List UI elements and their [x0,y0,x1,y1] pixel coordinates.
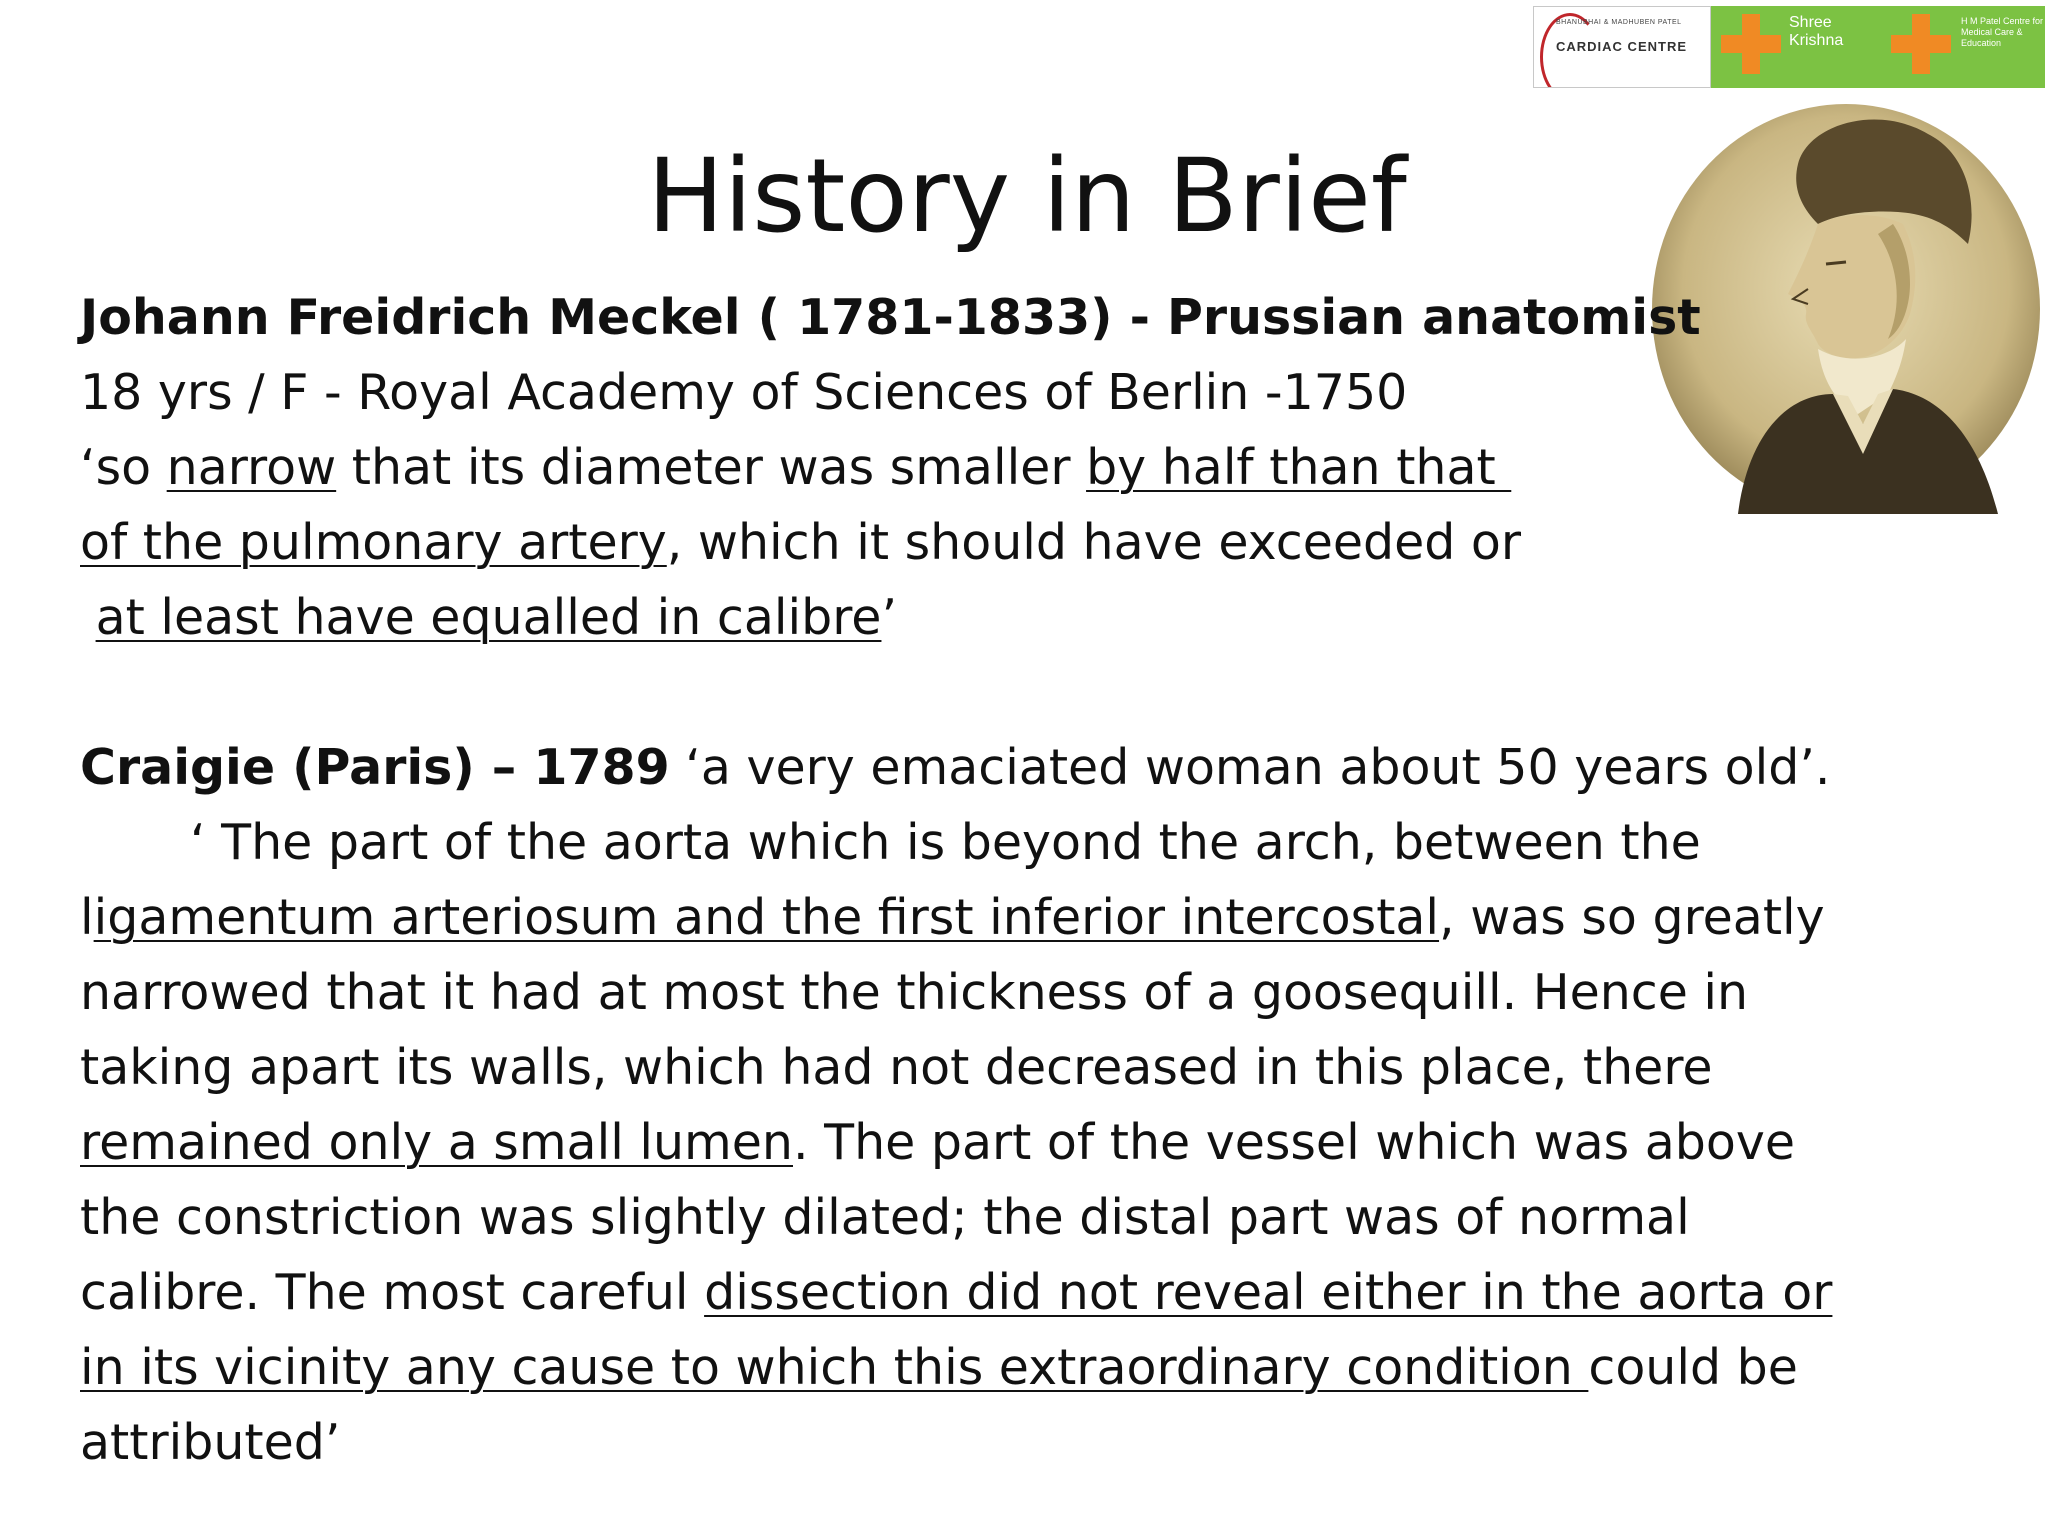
craigie-line-7: the constriction was slightly dilated; the distal part was of normal [80,1189,1690,1246]
underlined-text: remained only a small lumen [80,1114,793,1171]
craigie-line-2: ‘ The part of the aorta which is beyond the arch, between the [190,814,1701,871]
underlined-text: narrow [166,439,337,496]
craigie-line-10: attributed’ [80,1414,341,1471]
logo-strip [1533,6,2045,88]
underlined-text: dissection did not reveal either in the aorta or [704,1264,1833,1321]
quote-text: that its diameter was smaller [336,439,1087,496]
shree-krishna-logo [1711,6,1881,88]
cardiac-centre-logo [1533,6,1711,88]
quote-text: calibre. The most careful [80,1264,705,1321]
meckel-quote-line-3 [80,588,897,648]
slide-title: History in Brief [647,137,1407,256]
meckel-quote-line-2 [80,513,1521,573]
quote-text: ‘so [80,439,167,496]
cardiac-logo-subtext: BHANUBHAI & MADHUBEN PATEL [1556,19,1682,26]
hm-patel-logo [1881,6,2045,88]
craigie-heading-line [80,738,1830,798]
craigie-line-4: narrowed that it had at most the thickness of a goosequill. Hence in [80,964,1749,1021]
medical-cross-icon [1891,14,1951,74]
craigie-line-6 [80,1113,1795,1173]
underlined-text: of the pulmonary artery [80,514,667,571]
medical-cross-icon [1721,14,1781,74]
underlined-text: in its vicinity any cause to which this extraordinary condition [80,1339,1589,1396]
craigie-line-9 [80,1338,1798,1398]
craigie-line-8 [80,1263,1832,1323]
underlined-text: igamentum arteriosum and the first inferior intercostal [93,889,1440,946]
quote-text: l [80,889,94,946]
meckel-quote-line-1 [80,438,1511,498]
meckel-detail-line: 18 yrs / F - Royal Academy of Sciences of Berlin -1750 [80,364,1408,421]
quote-text [80,589,96,646]
quote-text: . The part of the vessel which was above [793,1114,1796,1171]
cardiac-logo-text: CARDIAC CENTRE [1556,39,1687,54]
quote-text: , which it should have exceeded or [666,514,1522,571]
meckel-heading: Johann Freidrich Meckel ( 1781-1833) - Prussian anatomist [80,289,1701,346]
shree-krishna-text: Shree Krishna [1789,14,1844,49]
quote-text: ‘a very emaciated woman about 50 years old’. [669,739,1831,796]
underlined-text: at least have equalled in calibre [95,589,882,646]
craigie-line-3 [80,888,1825,948]
craigie-heading: Craigie (Paris) – 1789 [80,739,670,796]
underlined-text: by half than that [1086,439,1512,496]
quote-text: , was so greatly [1439,889,1825,946]
quote-text: ’ [881,589,898,646]
hm-patel-text: H M Patel Centre for Medical Care & Education [1961,16,2044,48]
craigie-line-5: taking apart its walls, which had not decreased in this place, there [80,1039,1713,1096]
quote-text: could be [1588,1339,1798,1396]
